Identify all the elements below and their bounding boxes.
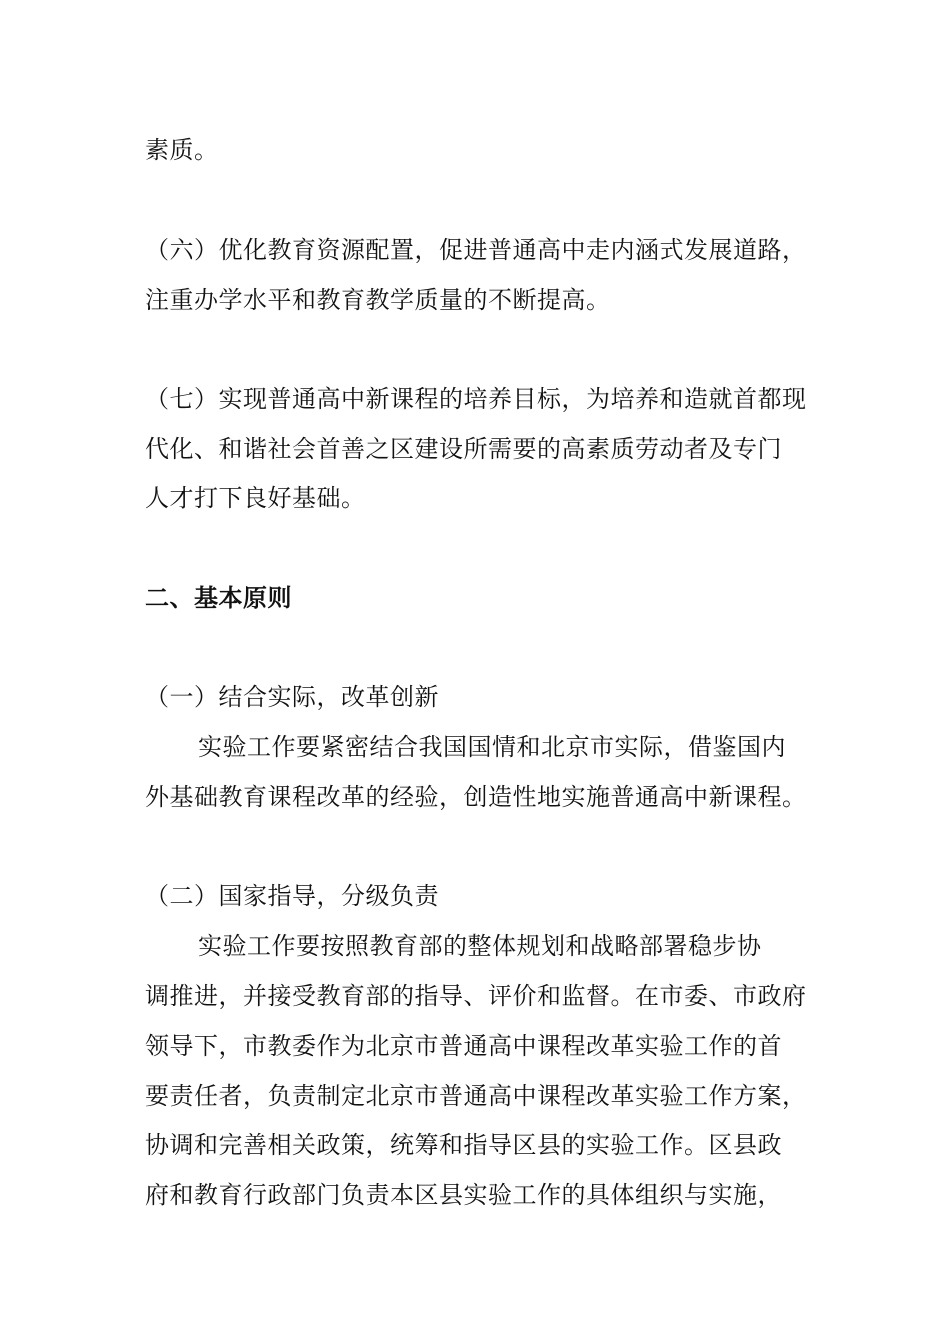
subsection-heading: （二）国家指导，分级负责: [145, 882, 439, 910]
section-heading: 二、基本原则: [145, 584, 292, 612]
paragraph-line: 府和教育行政部门负责本区县实验工作的具体组织与实施，: [145, 1181, 782, 1209]
paragraph-line: 注重办学水平和教育教学质量的不断提高。: [145, 286, 611, 314]
subsection-heading: （一）结合实际，改革创新: [145, 683, 439, 711]
paragraph-line: （六）优化教育资源配置，促进普通高中走内涵式发展道路，: [145, 236, 807, 264]
paragraph-line: 代化、和谐社会首善之区建设所需要的高素质劳动者及专门: [145, 435, 782, 463]
paragraph-line: （七）实现普通高中新课程的培养目标，为培养和造就首都现: [145, 385, 807, 413]
paragraph-line: 实验工作要按照教育部的整体规划和战略部署稳步协: [198, 932, 762, 960]
paragraph-line: 素质。: [145, 136, 219, 164]
paragraph-line: 领导下，市教委作为北京市普通高中课程改革实验工作的首: [145, 1032, 782, 1060]
paragraph-line: 协调和完善相关政策，统筹和指导区县的实验工作。区县政: [145, 1131, 782, 1159]
paragraph-line: 调推进，并接受教育部的指导、评价和监督。在市委、市政府: [145, 982, 807, 1010]
paragraph-line: 人才打下良好基础。: [145, 484, 366, 512]
paragraph-line: 实验工作要紧密结合我国国情和北京市实际，借鉴国内: [198, 733, 786, 761]
paragraph-line: 要责任者，负责制定北京市普通高中课程改革实验工作方案，: [145, 1082, 807, 1110]
paragraph-line: 外基础教育课程改革的经验，创造性地实施普通高中新课程。: [145, 783, 807, 811]
